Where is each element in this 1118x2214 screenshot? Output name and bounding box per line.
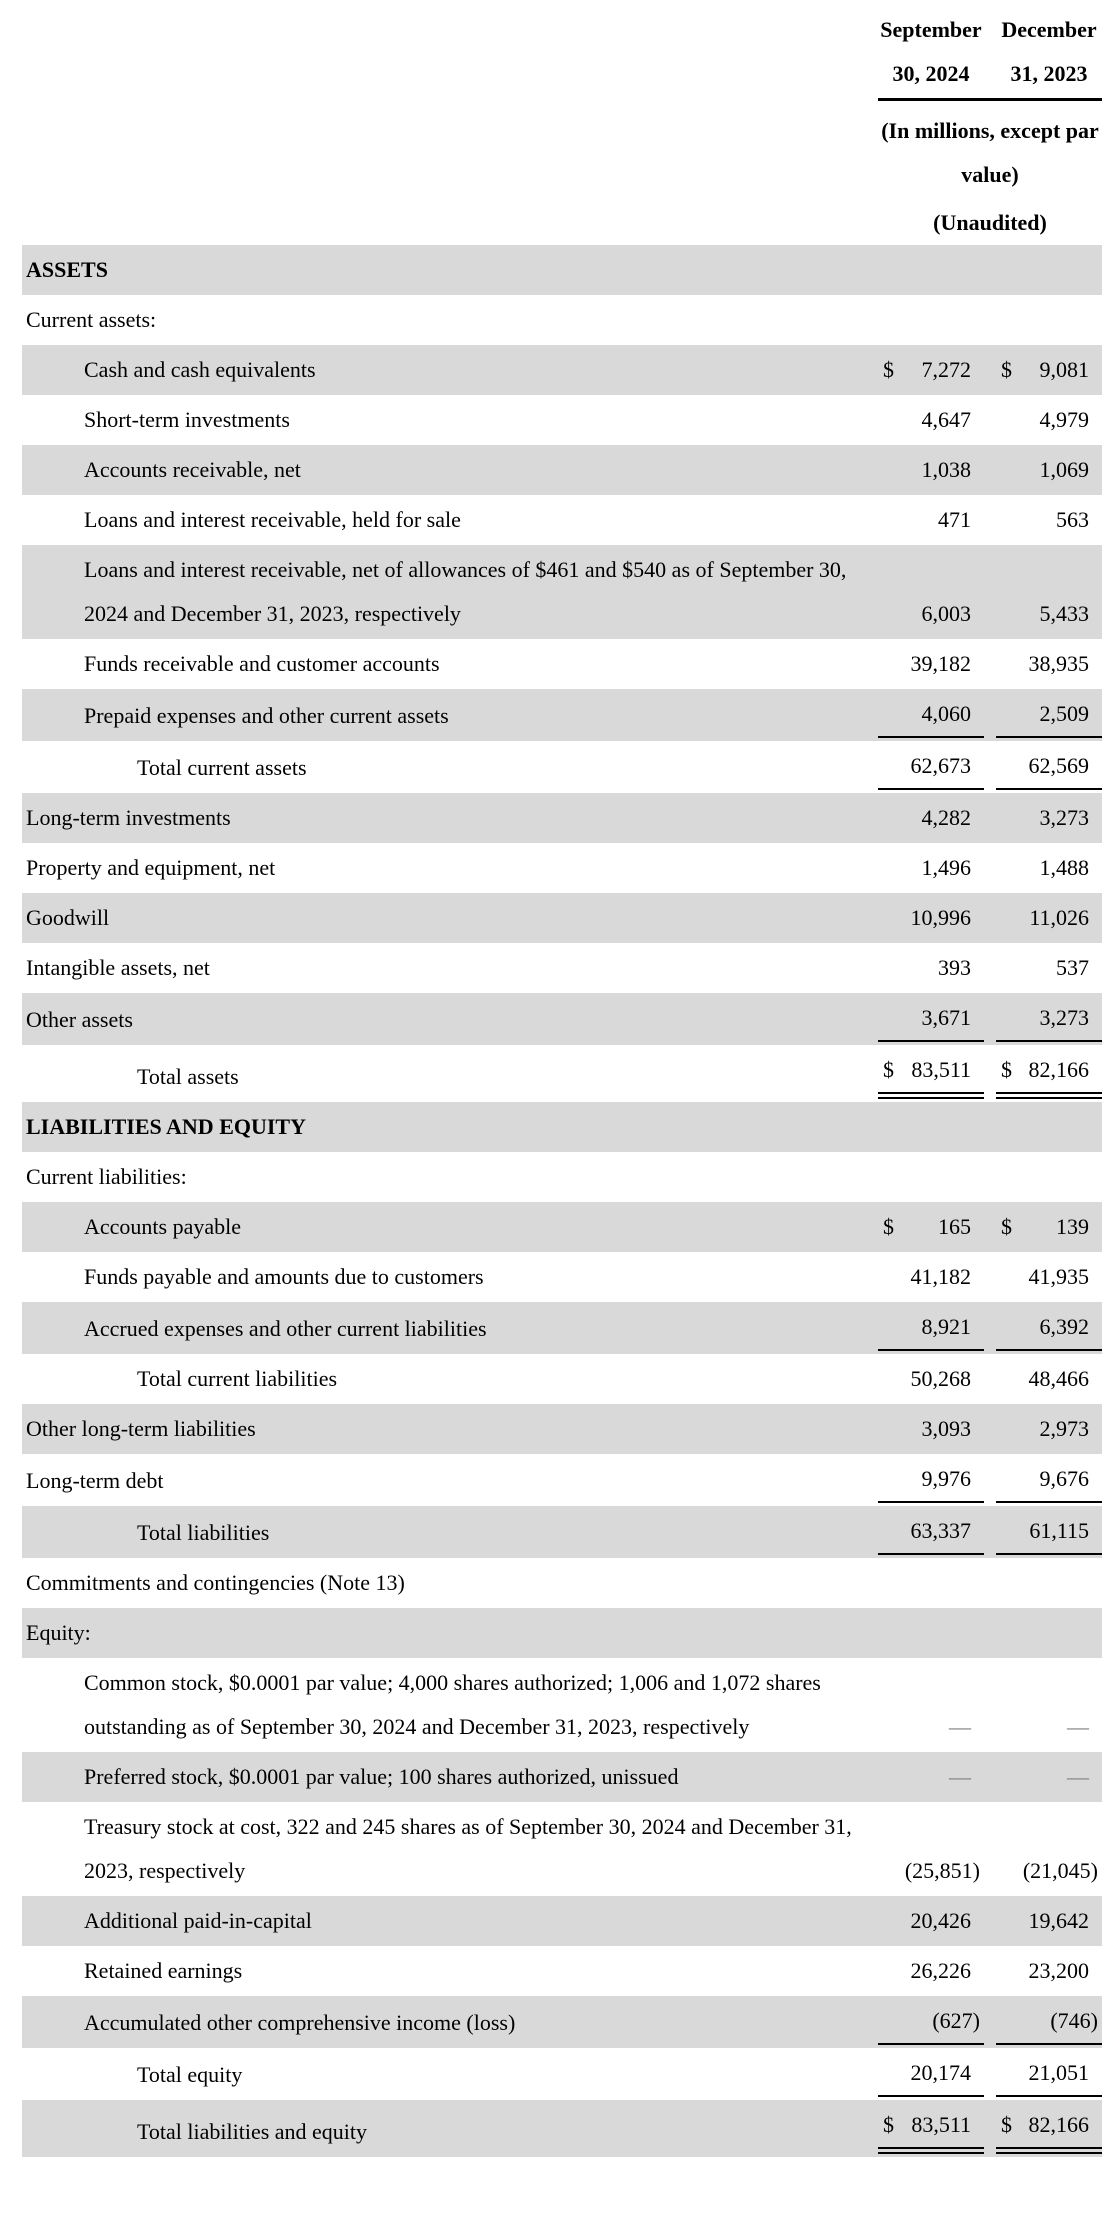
table-row [22, 1608, 1102, 1658]
col-2024-value [878, 896, 984, 940]
row-label: Total liabilities and equity [137, 2119, 368, 2144]
row-values [878, 1949, 1102, 1993]
header-label-spacer [22, 8, 878, 101]
amount: 10,996 [910, 905, 971, 930]
row-values [878, 1509, 1102, 1555]
amount: 6,003 [921, 601, 971, 626]
amount: 1,488 [1039, 855, 1089, 880]
col-2024-value [878, 846, 984, 890]
amount: (746) [1050, 2008, 1098, 2033]
row-values [878, 946, 1102, 990]
col-2023-value [996, 996, 1102, 1042]
amount: 41,935 [1028, 1264, 1089, 1289]
row-label: Short-term investments [84, 407, 290, 432]
amount: 4,979 [1039, 407, 1089, 432]
col-2024-value [878, 448, 984, 492]
row-values [878, 642, 1102, 686]
col-2024-value [878, 1999, 984, 2045]
table-row [22, 1946, 1102, 1996]
table-row [22, 793, 1102, 843]
col-2023-value [996, 448, 1102, 492]
table-row [22, 741, 1102, 793]
col-2024-value [878, 1205, 984, 1249]
row-label: Cash and cash equivalents [84, 357, 316, 382]
col-2023-value [996, 796, 1102, 840]
currency-symbol: $ [1001, 1057, 1012, 1082]
amount: 50,268 [910, 1366, 971, 1391]
amount: 19,642 [1028, 1908, 1089, 1933]
col-2023-value [996, 1255, 1102, 1299]
row-label: Equity: [26, 1620, 91, 1645]
currency-symbol: $ [883, 1214, 894, 1239]
row-label: Other long-term liabilities [26, 1416, 256, 1441]
row-label: Total liabilities [137, 1520, 270, 1545]
amount: 393 [938, 955, 971, 980]
row-label: Total equity [137, 2062, 243, 2087]
table-row [22, 1558, 1102, 1608]
row-values [878, 996, 1102, 1042]
col-2023-value [996, 2051, 1102, 2097]
row-label: LIABILITIES AND EQUITY [26, 1114, 306, 1139]
currency-symbol: $ [1001, 357, 1012, 382]
col-2023-value [996, 398, 1102, 442]
amount: 165 [938, 1214, 971, 1239]
table-row [22, 1996, 1102, 2048]
row-values [878, 398, 1102, 442]
row-values [878, 592, 1102, 636]
col-2024-value [878, 498, 984, 542]
col-2024-value [878, 796, 984, 840]
table-row [22, 843, 1102, 893]
header-notes [878, 101, 1102, 245]
unaudited-note: (Unaudited) [933, 210, 1047, 235]
row-label: Funds receivable and customer accounts [84, 651, 440, 676]
amount: — [1067, 1714, 1089, 1739]
row-label: Commitments and contingencies (Note 13) [26, 1570, 405, 1595]
currency-symbol: $ [1001, 2112, 1012, 2137]
col-2023-value [996, 1755, 1102, 1799]
amount: 9,081 [1039, 357, 1089, 382]
col-2024-value [878, 1899, 984, 1943]
amount: 62,673 [910, 753, 971, 778]
col-2023-value [996, 1849, 1102, 1893]
row-label: Treasury stock at cost, 322 and 245 shares as of September 30, 2024 and December 31, 2023, respectively [84, 1814, 852, 1883]
amount: 26,226 [910, 1958, 971, 1983]
col-2023-value [996, 1305, 1102, 1351]
col-2024-value [878, 642, 984, 686]
col-2023-value [996, 1457, 1102, 1503]
amount: 61,115 [1029, 1518, 1089, 1543]
col-2024-value [878, 692, 984, 738]
table-row [22, 893, 1102, 943]
table-row [22, 1404, 1102, 1454]
col-2024-value [878, 1705, 984, 1749]
row-values [878, 1255, 1102, 1299]
amount: 48,466 [1028, 1366, 1089, 1391]
table-row [22, 639, 1102, 689]
row-label: Prepaid expenses and other current assets [84, 703, 449, 728]
amount: 4,060 [921, 701, 971, 726]
amount: 8,921 [921, 1314, 971, 1339]
col-2024-value [878, 398, 984, 442]
table-row [22, 943, 1102, 993]
amount: (21,045) [1022, 1858, 1098, 1883]
col-2024-value [878, 1357, 984, 1401]
row-values [878, 1457, 1102, 1503]
row-values [878, 846, 1102, 890]
table-row [22, 1506, 1102, 1558]
units-note: (In millions, except par value) [881, 118, 1099, 187]
table-row [22, 1658, 1102, 1752]
table-row [22, 1354, 1102, 1404]
col-2024-value [878, 348, 984, 392]
balance-sheet-rows [22, 245, 1102, 2157]
table-row [22, 545, 1102, 639]
row-values [878, 692, 1102, 738]
table-row [22, 495, 1102, 545]
currency-symbol: $ [883, 1057, 894, 1082]
col-2023-value [996, 1357, 1102, 1401]
row-values [878, 1849, 1102, 1893]
amount: 4,282 [921, 805, 971, 830]
table-row [22, 295, 1102, 345]
col-2024-value [878, 1949, 984, 1993]
row-label: Loans and interest receivable, net of allowances of $461 and $540 as of September 30, 2024 and December 31, 2023, respectively [84, 557, 847, 626]
amount: 9,676 [1039, 1466, 1089, 1491]
row-label: Long-term investments [26, 805, 231, 830]
amount: 7,272 [921, 357, 971, 382]
col-2024-value [878, 744, 984, 790]
row-label: Goodwill [26, 905, 110, 930]
row-label: ASSETS [26, 257, 108, 282]
currency-symbol: $ [883, 2112, 894, 2137]
table-row [22, 2048, 1102, 2100]
amount: 41,182 [910, 1264, 971, 1289]
col-2024-value [878, 2103, 984, 2154]
amount: 82,166 [1028, 1057, 1089, 1082]
amount: 3,273 [1039, 805, 1089, 830]
row-values [878, 796, 1102, 840]
row-label: Accrued expenses and other current liabilities [84, 1316, 487, 1341]
table-row [22, 245, 1102, 295]
col-2023-value [996, 896, 1102, 940]
table-row [22, 1454, 1102, 1506]
amount: 471 [938, 507, 971, 532]
amount: 11,026 [1029, 905, 1089, 930]
amount: 563 [1056, 507, 1089, 532]
row-label: Intangible assets, net [26, 955, 210, 980]
amount: — [949, 1714, 971, 1739]
row-values [878, 2103, 1102, 2154]
row-values [878, 498, 1102, 542]
row-values [878, 2051, 1102, 2097]
table-row [22, 1802, 1102, 1896]
amount: 5,433 [1039, 601, 1089, 626]
amount: (627) [932, 2008, 980, 2033]
col-2024-value [878, 1255, 984, 1299]
amount: 2,509 [1039, 701, 1089, 726]
table-row [22, 1102, 1102, 1152]
row-label: Funds payable and amounts due to customers [84, 1264, 484, 1289]
row-label: Loans and interest receivable, held for sale [84, 507, 461, 532]
row-values [878, 1407, 1102, 1451]
row-label: Current assets: [26, 307, 157, 332]
table-row [22, 1302, 1102, 1354]
row-label: Total current assets [137, 755, 307, 780]
col-2023-value [996, 1048, 1102, 1099]
row-label: Current liabilities: [26, 1164, 187, 1189]
amount: 3,671 [921, 1005, 971, 1030]
column-header-2023: December 31, 2023 [1001, 17, 1097, 86]
amount: 9,976 [921, 1466, 971, 1491]
currency-symbol: $ [883, 357, 894, 382]
table-row [22, 445, 1102, 495]
amount: 3,093 [921, 1416, 971, 1441]
col-2023-value [996, 1899, 1102, 1943]
row-label: Accounts payable [84, 1214, 241, 1239]
row-values [878, 1048, 1102, 1099]
col-2024-value [878, 1755, 984, 1799]
amount: — [949, 1764, 971, 1789]
table-row [22, 1202, 1102, 1252]
table-row [22, 689, 1102, 741]
row-values [878, 1755, 1102, 1799]
amount: 20,426 [910, 1908, 971, 1933]
row-label: Total current liabilities [137, 1366, 338, 1391]
row-values [878, 1899, 1102, 1943]
notes-label-spacer [22, 101, 878, 245]
amount: 23,200 [1028, 1958, 1089, 1983]
amount: (25,851) [904, 1858, 980, 1883]
col-2023-value [996, 692, 1102, 738]
table-row [22, 1896, 1102, 1946]
row-label: Accounts receivable, net [84, 457, 301, 482]
col-2023-value [996, 2103, 1102, 2154]
row-values [878, 1305, 1102, 1351]
row-values [878, 1999, 1102, 2045]
row-label: Property and equipment, net [26, 855, 276, 880]
amount: 38,935 [1028, 651, 1089, 676]
col-2023-value [996, 642, 1102, 686]
row-values [878, 1705, 1102, 1749]
amount: 39,182 [910, 651, 971, 676]
col-2024-value [878, 1509, 984, 1555]
table-row [22, 395, 1102, 445]
row-values [878, 1357, 1102, 1401]
col-2023-value [996, 592, 1102, 636]
row-values [878, 348, 1102, 392]
amount: 2,973 [1039, 1416, 1089, 1441]
table-row [22, 345, 1102, 395]
table-row [22, 1152, 1102, 1202]
table-row [22, 2100, 1102, 2157]
col-2024-value [878, 1457, 984, 1503]
col-2024-value [878, 1305, 984, 1351]
row-label: Common stock, $0.0001 par value; 4,000 shares authorized; 1,006 and 1,072 shares outstanding as of September 30, 2024 and December 31, 2023, respectively [84, 1670, 821, 1739]
header-notes-row [22, 101, 1102, 245]
col-2024-value [878, 946, 984, 990]
row-label: Other assets [26, 1007, 133, 1032]
amount: — [1067, 1764, 1089, 1789]
col-2024-value [878, 996, 984, 1042]
col-2024-value [878, 1849, 984, 1893]
row-values [878, 1205, 1102, 1249]
row-label: Long-term debt [26, 1468, 164, 1493]
col-2024-value [878, 1407, 984, 1451]
col-2023-value [996, 744, 1102, 790]
amount: 6,392 [1039, 1314, 1089, 1339]
row-values [878, 896, 1102, 940]
table-row [22, 993, 1102, 1045]
table-row [22, 1752, 1102, 1802]
amount: 4,647 [921, 407, 971, 432]
col-2023-value [996, 348, 1102, 392]
amount: 1,038 [921, 457, 971, 482]
col-2024-value [878, 592, 984, 636]
col-2023-value [996, 946, 1102, 990]
table-row [22, 1045, 1102, 1102]
col-2023-value [996, 1949, 1102, 1993]
amount: 83,511 [911, 2112, 971, 2137]
row-values [878, 744, 1102, 790]
col-2023-value [996, 1999, 1102, 2045]
col-2023-value [996, 1407, 1102, 1451]
amount: 1,496 [921, 855, 971, 880]
col-2023-value [996, 498, 1102, 542]
row-values [878, 448, 1102, 492]
table-row [22, 1252, 1102, 1302]
amount: 20,174 [910, 2060, 971, 2085]
row-label: Retained earnings [84, 1958, 243, 1983]
row-label: Accumulated other comprehensive income (loss) [84, 2010, 516, 2035]
col-2023-value [996, 1205, 1102, 1249]
amount: 1,069 [1039, 457, 1089, 482]
amount: 139 [1056, 1214, 1089, 1239]
row-label: Preferred stock, $0.0001 par value; 100 shares authorized, unissued [84, 1764, 679, 1789]
amount: 62,569 [1028, 753, 1089, 778]
column-headers [22, 4, 1102, 101]
column-header-2024: September 30, 2024 [880, 17, 982, 86]
date-columns-group [878, 8, 1102, 101]
amount: 21,051 [1028, 2060, 1089, 2085]
col-2024-value [878, 2051, 984, 2097]
currency-symbol: $ [1001, 1214, 1012, 1239]
row-label: Total assets [137, 1064, 239, 1089]
amount: 63,337 [910, 1518, 971, 1543]
col-2024-value [878, 1048, 984, 1099]
amount: 537 [1056, 955, 1089, 980]
col-2023-value [996, 1509, 1102, 1555]
col-2023-value [996, 846, 1102, 890]
amount: 3,273 [1039, 1005, 1089, 1030]
row-label: Additional paid-in-capital [84, 1908, 312, 1933]
col-2023-value [996, 1705, 1102, 1749]
amount: 82,166 [1028, 2112, 1089, 2137]
amount: 83,511 [911, 1057, 971, 1082]
